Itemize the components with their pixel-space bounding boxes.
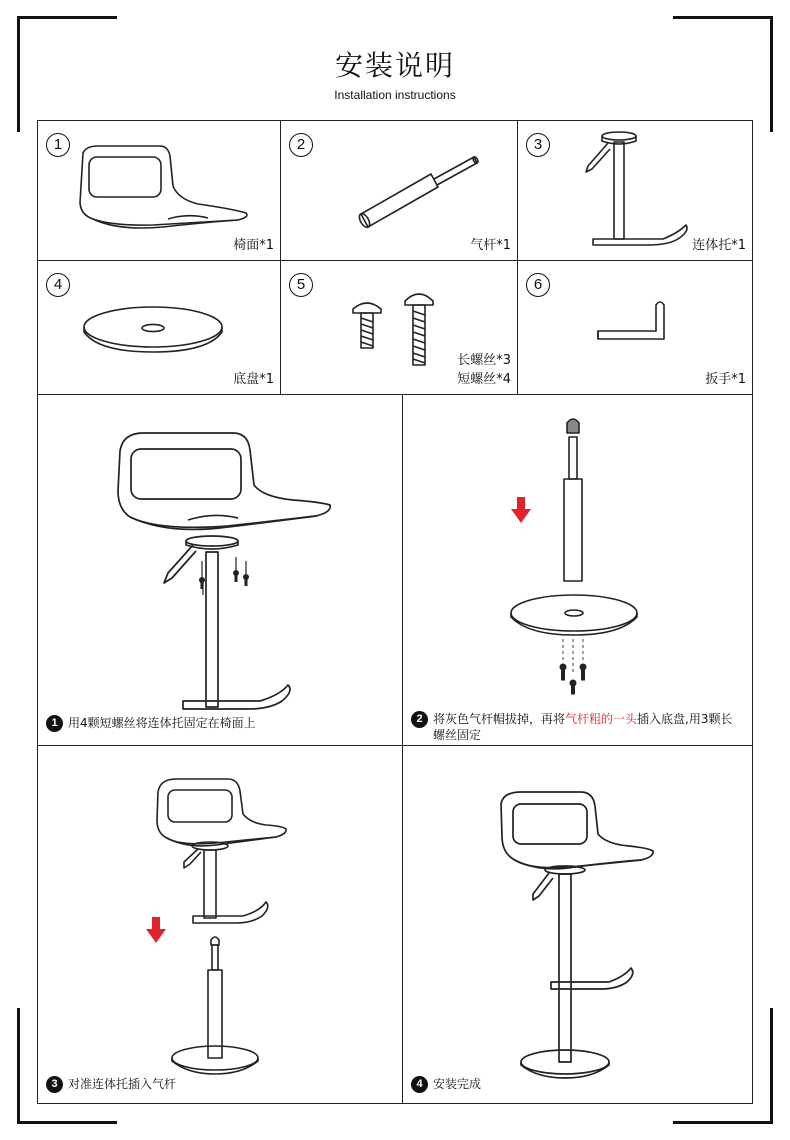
corner-mark-bottom-right-v [770,1008,773,1124]
step-panel-2 [402,394,753,746]
step-instruction [46,1076,176,1093]
part-label: 椅面*1 [233,238,274,253]
part-label: 扳手*1 [705,372,746,387]
step3-illustration [38,746,404,1105]
step-number-badge: 4 [411,1076,428,1093]
step-instruction [411,711,741,743]
page-subtitle: Installation instructions [334,88,456,102]
part-label-long-screws: 长螺丝*3 [457,353,511,368]
step-instruction [46,715,256,732]
part-cell-screws [280,260,518,395]
step-number-badge: 1 [46,715,63,732]
down-arrow-icon [511,497,531,523]
step-text: 安装完成 [433,1077,482,1091]
part-cell-footrest-bracket [517,120,753,261]
step-text [433,711,741,743]
part-label: 气杆*1 [470,238,511,253]
part-label-short-screws: 短螺丝*4 [457,372,511,387]
step-text: 用4颗短螺丝将连体托固定在椅面上 [68,716,256,730]
down-arrow-icon [146,917,166,943]
step-panel-3 [37,745,403,1104]
step2-illustration [403,395,754,747]
step-number-badge: 3 [46,1076,63,1093]
step-panel-1 [37,394,403,746]
step-text-part: 插入底盘,用3颗长螺丝固定 [433,712,733,742]
corner-mark-bottom-left-v [17,1008,20,1124]
part-cell-base-plate [37,260,281,395]
step-instruction [411,1076,481,1093]
page-title: 安装说明 [334,49,455,82]
part-number: 4 [46,273,70,297]
part-number: 1 [46,133,70,157]
step1-illustration [38,395,404,747]
step-text-part: 将灰色气杆帽拔掉，再将 [433,712,566,726]
part-cell-seat [37,120,281,261]
step-text: 对准连体托插入气杆 [68,1077,177,1091]
part-label: 连体托*1 [692,238,746,253]
corner-mark-bottom-right-h [673,1121,773,1124]
part-cell-hex-wrench [517,260,753,395]
step-number-badge: 2 [411,711,428,728]
part-cell-gas-lift [280,120,518,261]
step-panel-4 [402,745,753,1104]
corner-mark-top-right-h [673,16,773,19]
part-number: 6 [526,273,550,297]
part-number: 5 [289,273,313,297]
part-number: 2 [289,133,313,157]
step-text-highlight: 气杆粗的一头 [565,712,638,726]
corner-mark-top-left-h [17,16,117,19]
part-number: 3 [526,133,550,157]
step4-illustration [403,746,754,1105]
part-label: 底盘*1 [233,372,274,387]
corner-mark-bottom-left-h [17,1121,117,1124]
